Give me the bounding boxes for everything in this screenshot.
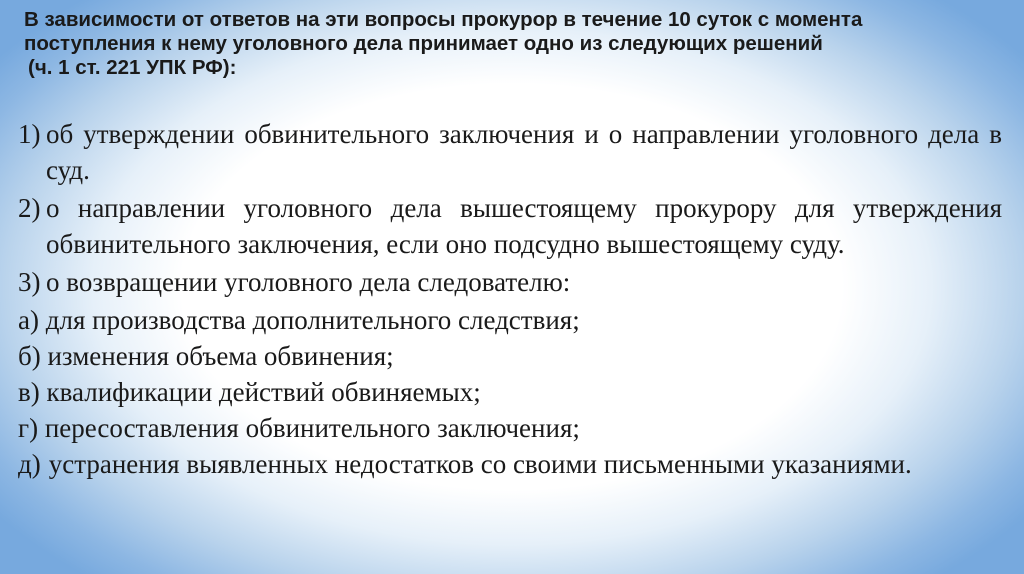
sub-item-marker: а) — [18, 305, 39, 335]
decision-list — [18, 116, 1002, 482]
item-marker: 1) — [18, 119, 41, 149]
list-item — [18, 264, 1002, 300]
heading-line-2: поступления к нему уголовного дела принимает одно из следующих решений — [24, 32, 823, 55]
list-item — [18, 190, 1002, 262]
sub-item-marker: д) — [18, 449, 41, 479]
sub-item-text: квалификации действий обвиняемых; — [46, 377, 481, 407]
sub-item-marker: в) — [18, 377, 40, 407]
sub-list-item — [18, 374, 1002, 410]
sub-item-text: пересоставления обвинительного заключения; — [44, 413, 580, 443]
sub-list-item — [18, 302, 1002, 338]
item-text: о направлении уголовного дела вышестоящему прокурору для утверждения обвинительного заключения, если оно подсудно вышестоящему суду. — [46, 193, 1002, 259]
item-marker: 2) — [18, 193, 41, 223]
sub-item-marker: г) — [18, 413, 39, 443]
sub-item-text: устранения выявленных недостатков со своими письменными указаниями. — [48, 449, 912, 479]
item-text: о возвращении уголовного дела следователю: — [46, 267, 571, 297]
sub-item-marker: б) — [18, 341, 41, 371]
heading-line-3: (ч. 1 ст. 221 УПК РФ): — [28, 56, 237, 79]
sub-item-text: для производства дополнительного следствия; — [45, 305, 580, 335]
list-item — [18, 116, 1002, 188]
item-marker: 3) — [18, 267, 41, 297]
sub-list-item — [18, 338, 1002, 374]
heading-line-1: В зависимости от ответов на эти вопросы прокурор в течение 10 суток с момента — [24, 8, 863, 31]
sub-item-text: изменения объема обвинения; — [47, 341, 394, 371]
item-text: об утверждении обвинительного заключения и о направлении уголовного дела в суд. — [46, 119, 1002, 185]
sub-list-item — [18, 410, 1002, 446]
slide-heading — [24, 8, 1004, 80]
sub-list-item — [18, 446, 1002, 482]
